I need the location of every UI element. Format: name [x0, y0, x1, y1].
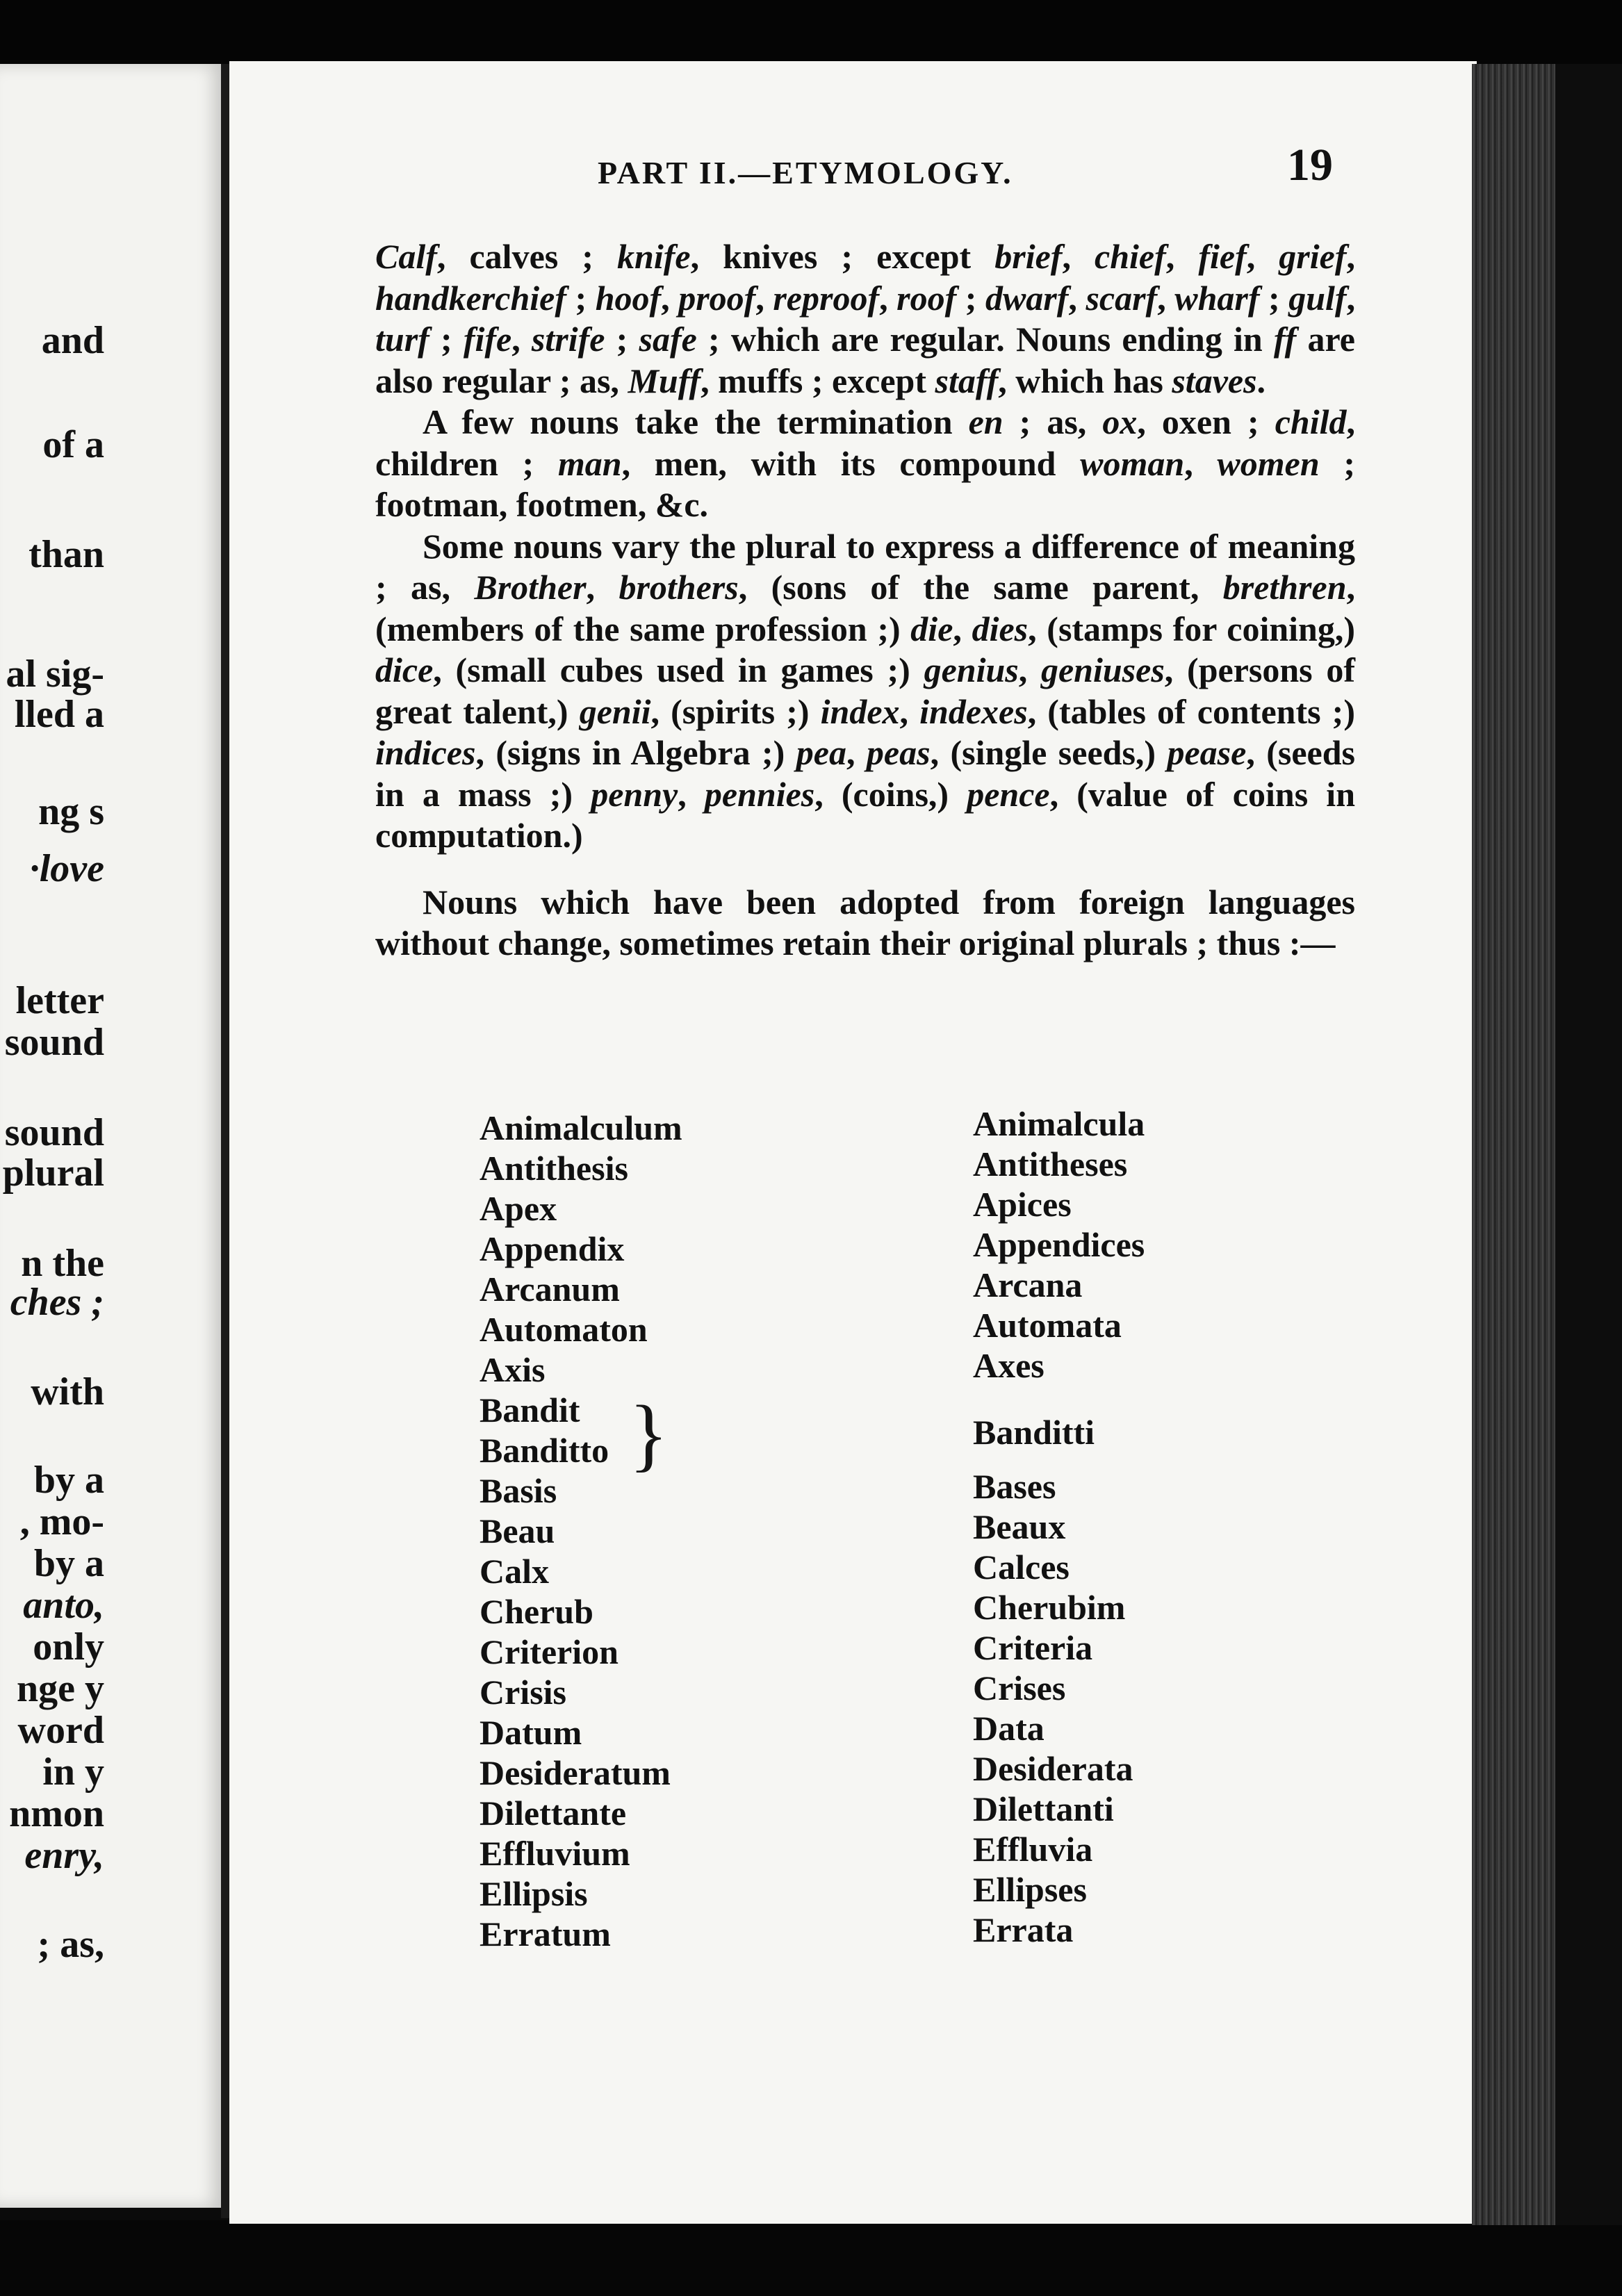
left-page-fragment: , mo-	[19, 1500, 104, 1543]
plural-form: Automata	[973, 1306, 1122, 1345]
singular-form: Crisis	[480, 1673, 566, 1712]
left-page-fragment: with	[31, 1370, 104, 1413]
singular-form: Datum	[480, 1713, 582, 1752]
scan-right-border	[1555, 64, 1622, 2225]
singular-form: Calx	[480, 1552, 549, 1591]
singular-form: Automaton	[480, 1310, 648, 1349]
plural-form: Ellipses	[973, 1870, 1087, 1909]
body-text	[375, 236, 1355, 965]
plural-form: Calces	[973, 1548, 1070, 1586]
left-page-fragment: than	[28, 533, 104, 576]
plural-form: Desiderata	[973, 1749, 1133, 1788]
plural-form: Cherubim	[973, 1588, 1126, 1627]
left-page-fragment: ng s	[38, 790, 104, 833]
singular-form: Animalculum	[480, 1108, 682, 1147]
left-page-fragment: by a	[33, 1459, 104, 1502]
plural-form: Data	[973, 1709, 1045, 1748]
left-page-fragment: of a	[42, 423, 104, 466]
singular-form: Apex	[480, 1189, 557, 1228]
plural-form: Crises	[973, 1668, 1066, 1707]
left-page-fragment: ·love	[29, 847, 104, 890]
left-page-fragment: in y	[42, 1750, 104, 1794]
plural-form: Axes	[973, 1346, 1045, 1385]
singular-form: Basis	[480, 1471, 557, 1510]
plural-form: Beaux	[973, 1507, 1066, 1546]
plural-form: Bases	[973, 1467, 1056, 1506]
left-page-fragment: n the	[21, 1242, 104, 1285]
singular-form: Desideratum	[480, 1753, 671, 1792]
paragraph-en-plurals: A few nouns take the termination en ; as, ox, oxen ; child, children ; man, men, with its compound woman, women ; footman, footmen, &c.	[375, 402, 1356, 524]
singular-form: Bandit	[480, 1391, 580, 1429]
plural-form: Animalcula	[973, 1104, 1145, 1143]
scan-bottom-border	[0, 2220, 1622, 2296]
left-page-fragment: ; as,	[37, 1923, 104, 1966]
singular-form: Criterion	[480, 1632, 619, 1671]
singular-form: Antithesis	[480, 1149, 628, 1188]
plural-form: Apices	[973, 1185, 1072, 1224]
page-edges	[1472, 64, 1555, 2225]
singular-form: Arcanum	[480, 1270, 620, 1309]
left-page-fragment: al sig-	[6, 653, 104, 696]
singular-form: Ellipsis	[480, 1874, 588, 1913]
singular-form: Appendix	[480, 1229, 625, 1268]
left-page-fragment: anto,	[23, 1584, 104, 1627]
paragraph-foreign-plurals: Nouns which have been adopted from foreign languages without change, sometimes retain their original plurals ; thus :—	[375, 882, 1355, 962]
paragraph-irregular-f-plurals: Calf, calves ; knife, knives ; except brief, chief, fief, grief, handkerchief ; hoof, proof, reproof, roof ; dwarf, scarf, wharf ; gulf, turf ; fife, strife ; safe ; which are regular. Nouns ending in ff are also regular ; as, Muff, muffs ; except staff, which has staves.	[375, 237, 1356, 400]
plural-form: Dilettanti	[973, 1789, 1114, 1828]
plural-form: Effluvia	[973, 1830, 1093, 1869]
left-facing-page	[0, 64, 226, 2208]
singular-form: Dilettante	[480, 1794, 627, 1832]
plural-form: Antitheses	[973, 1145, 1128, 1183]
left-page-fragment: and	[41, 319, 104, 362]
left-page-fragment: only	[33, 1625, 104, 1668]
left-page-fragment: sound	[4, 1021, 104, 1064]
left-page-fragment: by a	[33, 1542, 104, 1585]
plural-form: Appendices	[973, 1225, 1145, 1264]
left-page-fragment: plural	[2, 1151, 104, 1195]
page-number: 19	[1287, 140, 1333, 190]
singular-form: Effluvium	[480, 1834, 630, 1873]
left-page-fragment: nge y	[17, 1667, 104, 1710]
plural-form: Banditti	[973, 1413, 1095, 1452]
plural-form: Criteria	[973, 1628, 1093, 1667]
left-page-fragment: lled a	[14, 693, 104, 736]
bracket-brace: }	[629, 1388, 669, 1479]
singular-form: Erratum	[480, 1914, 611, 1953]
running-head: PART II.—ETYMOLOGY.	[598, 155, 1013, 190]
singular-form: Axis	[480, 1350, 546, 1389]
singular-form: Cherub	[480, 1592, 593, 1631]
left-page-fragment: letter	[15, 979, 104, 1022]
left-page-fragment: ches ;	[10, 1281, 104, 1324]
left-page-fragment: nmon	[9, 1792, 104, 1835]
plural-form: Arcana	[973, 1265, 1083, 1304]
left-page-fragment: word	[17, 1709, 104, 1752]
singular-form: Banditto	[480, 1431, 609, 1470]
singular-form: Beau	[480, 1511, 555, 1550]
left-page-fragment: sound	[4, 1111, 104, 1154]
scan-top-border	[0, 0, 1622, 66]
paragraph-meaning-plurals: Some nouns vary the plural to express a difference of meaning ; as, Brother, brothers, (sons of the same parent, brethren, (members of the same profession ;) die, dies, (stamps for coining,) dice, (small cubes used in games ;) genius, geniuses, (persons of great talent,) genii, (spirits ;) index, indexes, (tables of contents ;) indices, (signs in Algebra ;) pea, peas, (single seeds,) pease, (seeds in a mass ;) penny, pennies, (coins,) pence, (value of coins in computation.)	[375, 526, 1356, 855]
plural-form: Errata	[973, 1910, 1074, 1949]
left-page-fragment: enry,	[24, 1834, 104, 1877]
